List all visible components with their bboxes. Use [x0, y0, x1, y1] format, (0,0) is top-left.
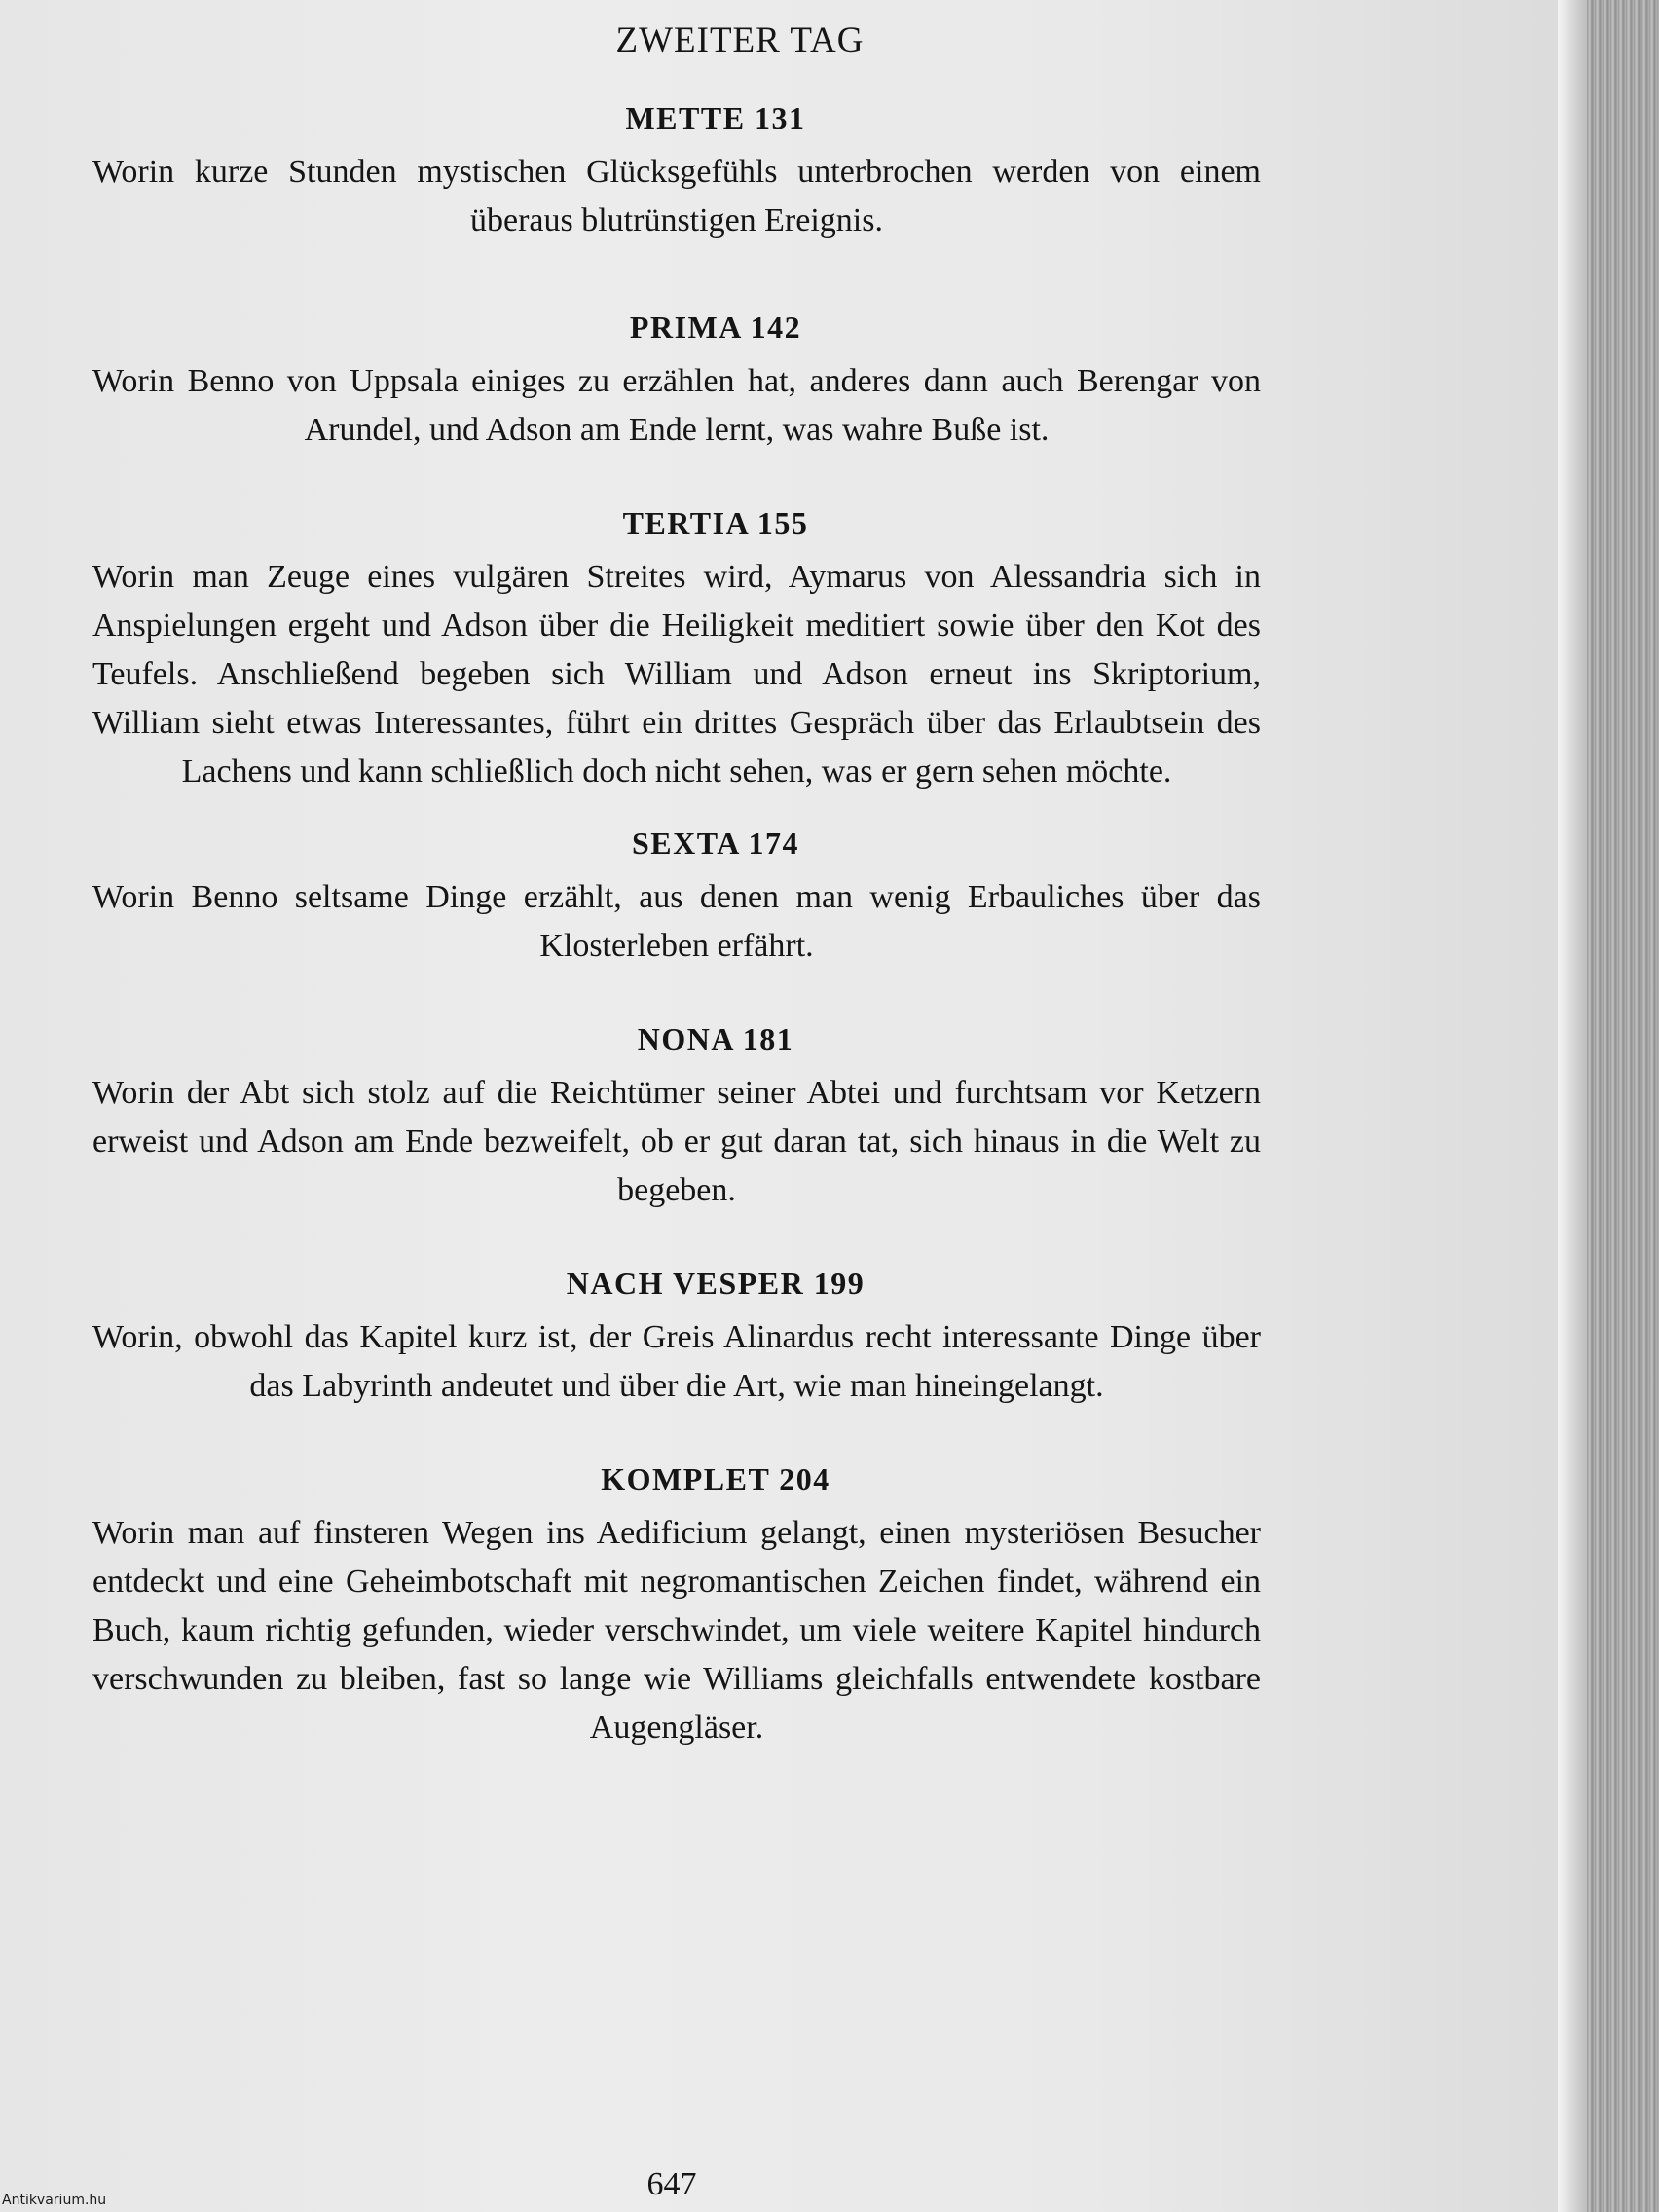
entry-summary: Worin man Zeuge eines vulgären Streites wird, Aymarus von Alessandria sich in Anspielungen ergeht und Adson über die Heiligkeit meditiert sowie über den Kot des Teufels. Anschließend begeben sich William und Adson erneut ins Skriptorium, William sieht etwas Interessantes, führt ein drittes Gespräch über das Erlaubtsein des Lachens und kann schließlich doch nicht sehen, was er gern sehen möchte. [92, 559, 1261, 790]
entry-summary: Worin der Abt sich stolz auf die Reichtümer seiner Abtei und furchtsam vor Ketzern erweist und Adson am Ende bezweifelt, ob er gut daran tat, sich hinaus in die Welt zu begeben. [92, 1075, 1261, 1208]
entry-summary: Worin man auf finsteren Wegen ins Aedificium gelangt, einen mysteriösen Besucher entdeckt und eine Geheimbotschaft mit negromantischen Zeichen findet, während ein Buch, kaum richtig gefunden, wieder verschwindet, um viele weitere Kapitel hindurch verschwunden zu bleiben, fast so lange wie Williams gleichfalls entwendete kostbare Augengläser. [92, 1515, 1261, 1746]
toc-entry-tertia [92, 505, 1261, 796]
page-gutter [1558, 0, 1587, 2212]
entry-summary: Worin Benno von Uppsala einiges zu erzählen hat, anderes dann auch Berengar von Arundel, und Adson am Ende lernt, was wahre Buße ist. [92, 363, 1261, 448]
toc-entry-komplet [92, 1461, 1261, 1752]
toc-entry-prima [92, 310, 1261, 455]
entry-heading: KOMPLET 204 [601, 1461, 830, 1496]
book-edge [1587, 0, 1659, 2212]
entry-heading: METTE 131 [625, 100, 806, 135]
entry-heading: NACH VESPER 199 [566, 1266, 866, 1301]
toc-entry-sexta [92, 826, 1261, 971]
entry-summary: Worin, obwohl das Kapitel kurz ist, der Greis Alinardus recht interessante Dinge über das Labyrinth andeutet und über die Art, wie man hineingelangt. [92, 1319, 1261, 1404]
toc-entry-nach-vesper [92, 1266, 1261, 1411]
entry-heading: SEXTA 174 [631, 826, 800, 861]
entry-heading: NONA 181 [637, 1021, 794, 1056]
toc-entry-mette [92, 100, 1261, 245]
entry-summary: Worin kurze Stunden mystischen Glücksgefühls unterbrochen werden von einem überaus blutrünstigen Ereignis. [92, 154, 1261, 239]
entry-summary: Worin Benno seltsame Dinge erzählt, aus denen man wenig Erbauliches über das Klosterleben erfährt. [92, 879, 1261, 964]
watermark: Antikvarium.hu [2, 2193, 107, 2208]
part-title: ZWEITER TAG [615, 20, 865, 60]
toc-entry-nona [92, 1021, 1261, 1215]
entry-heading: TERTIA 155 [622, 505, 809, 540]
page-number: 647 [646, 2166, 697, 2202]
table-of-contents [92, 19, 1261, 1752]
entry-heading: PRIMA 142 [629, 310, 802, 345]
